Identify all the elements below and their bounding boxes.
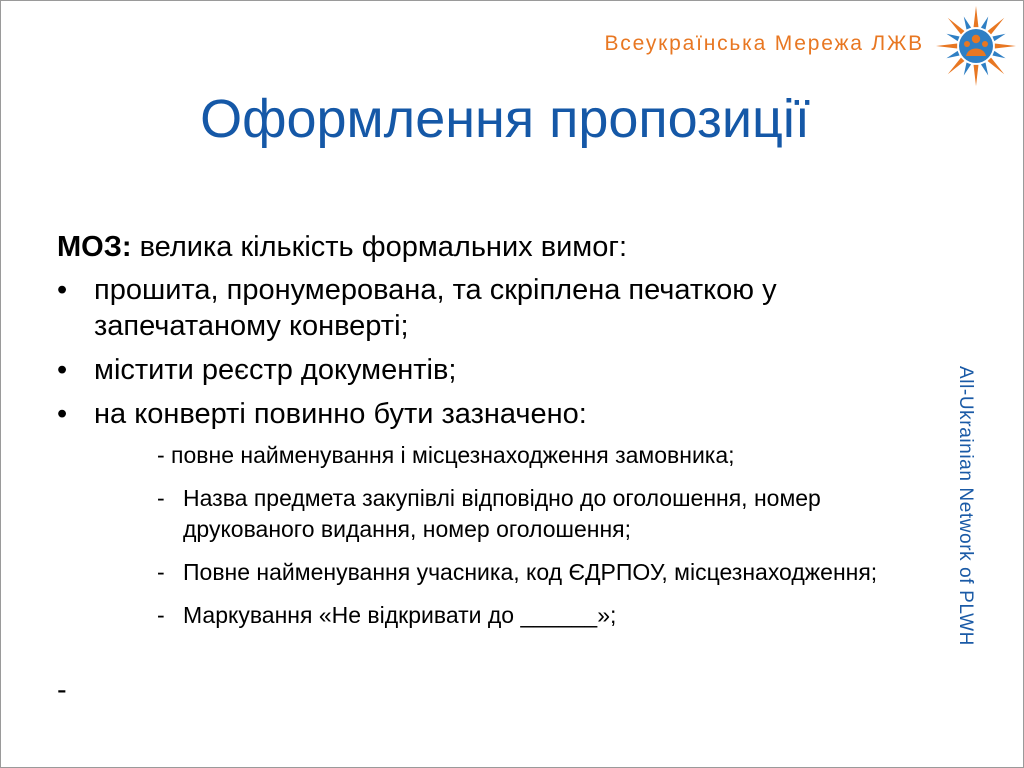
vertical-org-name-en: All-Ukrainian Network of PLWH xyxy=(955,366,976,646)
bullet-text: на конверті повинно бути зазначено: xyxy=(94,398,587,430)
sub-item-plain: - повне найменування і місцезнаходження замовника; xyxy=(157,442,735,468)
bullet-mark: • xyxy=(57,274,68,306)
bullet-text: прошита, пронумерована, та скріплена печаткою у запечатаному конверті; xyxy=(94,274,777,342)
bullet-item xyxy=(57,352,927,388)
sub-item xyxy=(157,600,927,631)
bullet-text: містити реєстр документів; xyxy=(94,354,457,386)
sub-item-text: Повне найменування учасника, код ЄДРПОУ, місцезнаходження; xyxy=(183,559,878,585)
sub-item xyxy=(157,557,927,588)
bullet-item xyxy=(57,272,927,344)
bullet-mark: • xyxy=(57,354,68,386)
sub-item-text: Назва предмета закупівлі відповідно до оголошення, номер друкованого видання, номер оголошення; xyxy=(183,485,821,542)
dash-mark: - xyxy=(157,485,165,511)
lead-label: МОЗ: xyxy=(57,231,132,263)
bullet-mark: • xyxy=(57,398,68,430)
org-name: Всеукраїнська Мережа ЛЖВ xyxy=(604,32,924,55)
lead-line xyxy=(57,228,927,266)
slide-body xyxy=(57,228,927,643)
lead-text: велика кількість формальних вимог: xyxy=(131,231,628,263)
dash-mark: - xyxy=(157,559,165,585)
slide-title: Оформлення пропозиції xyxy=(200,89,810,149)
plwh-network-logo-icon xyxy=(934,4,1018,88)
trailing-dash: - xyxy=(57,674,67,706)
bullet-item xyxy=(57,396,927,432)
sub-item xyxy=(157,483,927,545)
dash-mark: - xyxy=(157,602,165,628)
sub-item-text: Маркування «Не відкривати до ______»; xyxy=(183,602,617,628)
